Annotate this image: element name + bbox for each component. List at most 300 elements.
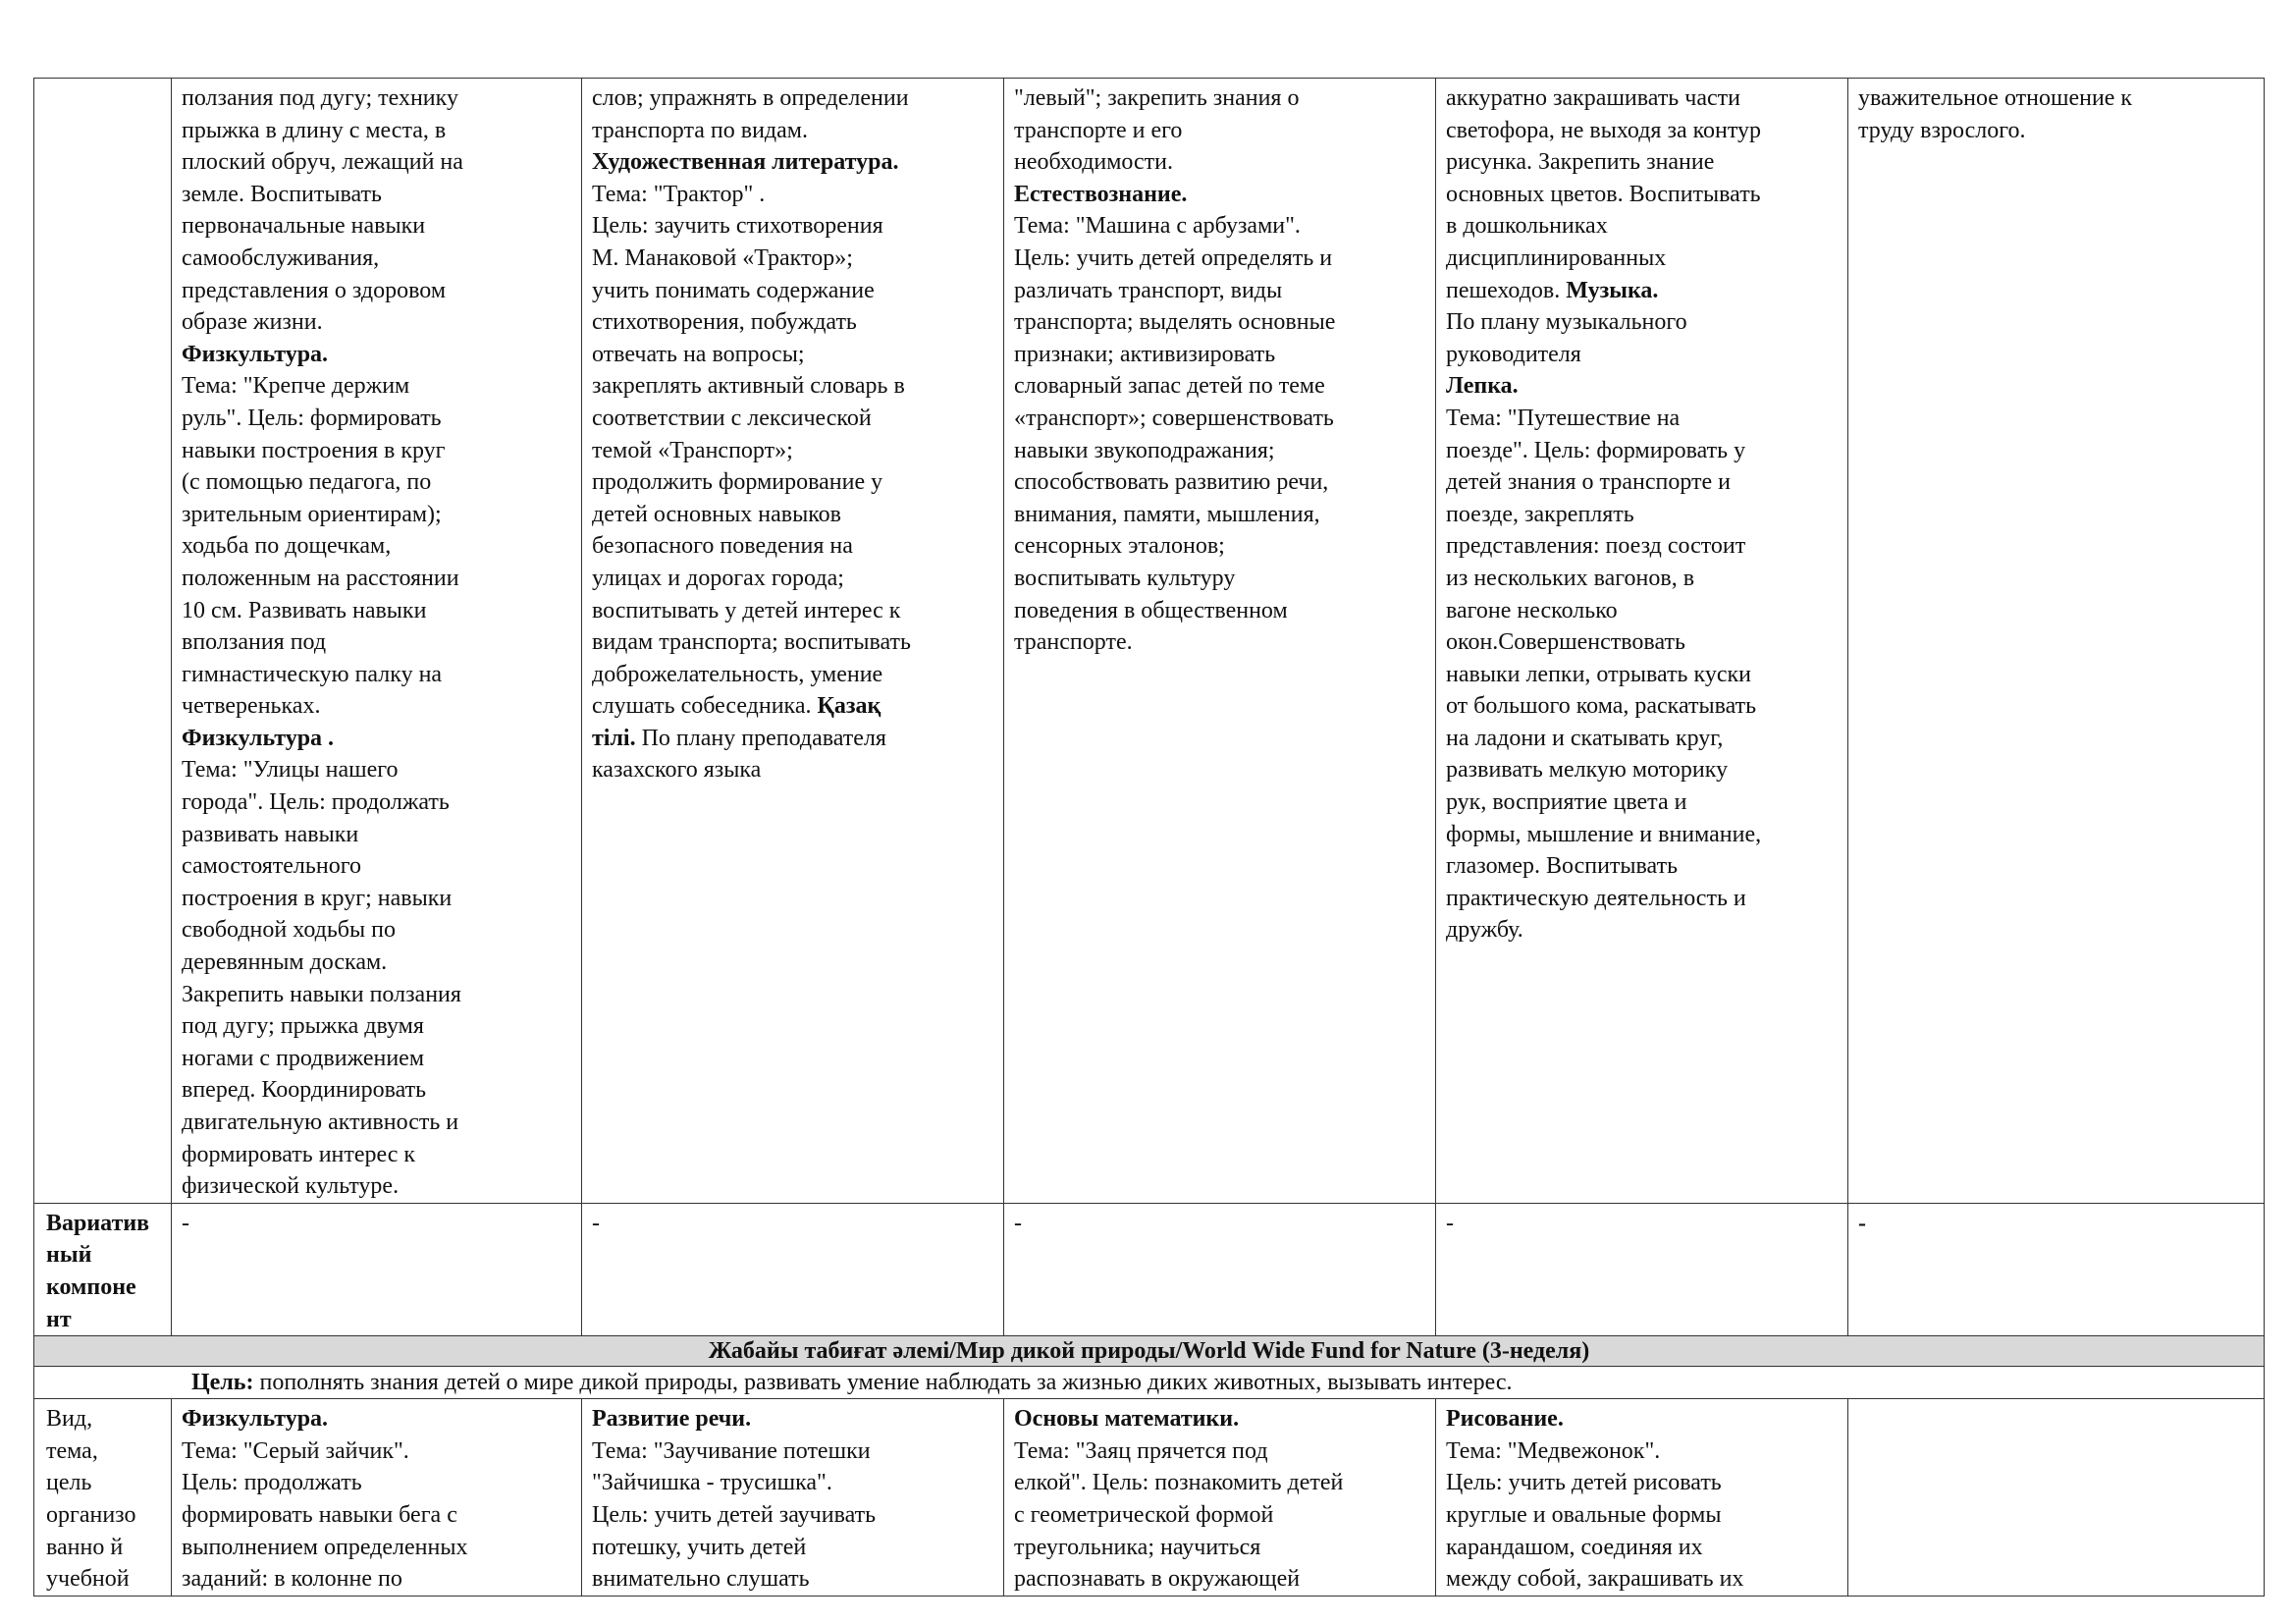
body-text: воспитывать культуру xyxy=(1014,565,1236,591)
body-text: соответствии с лексической xyxy=(592,405,872,431)
cell-text-line xyxy=(592,306,993,339)
cell-text-line xyxy=(592,339,993,371)
body-text: Закрепить навыки ползания xyxy=(182,981,461,1007)
cell-text-line xyxy=(1014,146,1425,179)
body-text: поведения в общественном xyxy=(1014,597,1288,623)
cell-text-line xyxy=(1858,82,2254,115)
cell-text-line xyxy=(182,914,571,947)
dash-text: - xyxy=(592,1210,600,1236)
body-text: навыки построения в круг xyxy=(182,437,446,463)
cell-text-line xyxy=(182,1139,571,1171)
cell-variative-4 xyxy=(1436,1203,1848,1335)
subject-heading: тілі. xyxy=(592,725,636,751)
body-text: развивать навыки xyxy=(182,821,359,847)
body-text: детей основных навыков xyxy=(592,501,841,527)
body-text: физической культуре. xyxy=(182,1173,400,1200)
cell-wednesday xyxy=(1004,79,1436,1204)
body-text: навыки звукоподражания; xyxy=(1014,437,1275,463)
body-text: положенным на расстоянии xyxy=(182,565,459,591)
cell-text-line xyxy=(182,1532,571,1564)
body-text: поезде". Цель: формировать у xyxy=(1446,437,1746,463)
dash-text: - xyxy=(1858,1210,1866,1236)
cell-text-line xyxy=(182,306,571,339)
body-text: признаки; активизировать xyxy=(1014,341,1276,367)
body-text: навыки лепки, отрывать куски xyxy=(1446,661,1751,687)
body-text: самостоятельного xyxy=(182,853,361,880)
cell-text-line xyxy=(592,723,993,755)
cell-text-line xyxy=(182,115,571,147)
cell-text-line xyxy=(1446,786,1838,819)
cell-text-line xyxy=(182,1435,571,1468)
cell-text-line xyxy=(182,850,571,883)
body-text: необходимости. xyxy=(1014,149,1174,176)
cell-text-line xyxy=(1014,306,1425,339)
body-text: продолжить формирование у xyxy=(592,469,883,496)
body-text: Тема: "Серый зайчик". xyxy=(182,1437,409,1464)
body-text: дисциплинированных xyxy=(1446,244,1667,271)
cell-text-line xyxy=(592,82,993,115)
cell-thursday xyxy=(1436,79,1848,1204)
body-text: земле. Воспитывать xyxy=(182,181,382,207)
cell-text-line xyxy=(1446,306,1838,339)
cell-text-line xyxy=(1446,1563,1838,1596)
table-row-goal xyxy=(34,1367,2265,1399)
body-text: выполнением определенных xyxy=(182,1534,468,1560)
cell-friday xyxy=(1848,79,2265,1204)
cell-text-line xyxy=(1446,1532,1838,1564)
body-text: окон.Совершенствовать xyxy=(1446,629,1685,656)
cell-text-line xyxy=(1014,1435,1425,1468)
cell-text-line xyxy=(1446,403,1838,435)
body-text: развивать мелкую моторику xyxy=(1446,757,1729,784)
subject-heading: Физкультура . xyxy=(182,725,335,751)
cell-text-line xyxy=(1014,1532,1425,1564)
cell-text-line xyxy=(182,530,571,563)
cell-text-line xyxy=(1446,626,1838,659)
cell-text-line xyxy=(1014,1499,1425,1532)
body-text: поезде, закреплять xyxy=(1446,501,1634,527)
body-text: основных цветов. Воспитывать xyxy=(1446,181,1761,207)
cell-text-line xyxy=(182,786,571,819)
cell-text-line xyxy=(592,275,993,307)
label-line: нт xyxy=(46,1306,72,1332)
cell-text-line xyxy=(592,530,993,563)
table-row-week-heading xyxy=(34,1336,2265,1367)
body-text: светофора, не выходя за контур xyxy=(1446,117,1762,143)
cell-text-line xyxy=(182,1043,571,1075)
label-line: организо xyxy=(46,1501,136,1528)
cell-text-line xyxy=(1014,339,1425,371)
body-text: глазомер. Воспитывать xyxy=(1446,853,1679,880)
body-text: первоначальные навыки xyxy=(182,213,426,240)
body-text: Тема: "Улицы нашего xyxy=(182,757,399,784)
cell-text-line xyxy=(592,499,993,531)
cell-text-line xyxy=(182,1499,571,1532)
body-text: карандашом, соединяя их xyxy=(1446,1534,1703,1560)
cell-text-line xyxy=(1446,850,1838,883)
cell-text-line xyxy=(592,690,993,723)
cell-text-line xyxy=(1014,115,1425,147)
body-text: аккуратно закрашивать части xyxy=(1446,85,1740,111)
cell-text-line xyxy=(1014,243,1425,275)
cell-text-line xyxy=(592,1563,993,1596)
label-line: цель xyxy=(46,1470,92,1496)
table-row-activities-continued xyxy=(34,79,2265,1204)
subject-heading: Естествознание. xyxy=(1014,181,1188,207)
body-text: построения в круг; навыки xyxy=(182,885,453,911)
body-text: Цель: продолжать xyxy=(182,1470,362,1496)
cell-variative-5 xyxy=(1848,1203,2265,1335)
table-row-organized-activity xyxy=(34,1399,2265,1597)
cell-text-line xyxy=(182,1107,571,1139)
cell-text-line xyxy=(1446,1467,1838,1499)
body-text: круглые и овальные формы xyxy=(1446,1501,1722,1528)
cell-text-line xyxy=(1446,754,1838,786)
body-text: слушать собеседника. xyxy=(592,693,812,720)
body-text: безопасного поведения на xyxy=(592,533,853,560)
row-label-cell-empty xyxy=(34,79,172,1204)
cell-variative-3 xyxy=(1004,1203,1436,1335)
label-line: Вид, xyxy=(46,1406,93,1433)
body-text: формы, мышление и внимание, xyxy=(1446,821,1762,847)
week-heading: Жабайы табиғат әлемі/Мир дикой природы/World Wide Fund for Nature (3-неделя) xyxy=(34,1336,2265,1367)
cell-text-line xyxy=(592,563,993,595)
cell-text-line xyxy=(182,626,571,659)
body-text: видам транспорта; воспитывать xyxy=(592,629,911,656)
body-text: в дошкольниках xyxy=(1446,213,1608,240)
cell-text-line xyxy=(592,115,993,147)
cell-text-line xyxy=(1014,1403,1425,1435)
cell-text-line xyxy=(1014,210,1425,243)
cell-text-line xyxy=(1014,595,1425,627)
cell-text-line xyxy=(182,690,571,723)
cell-text-line xyxy=(592,1403,993,1435)
body-text: образе жизни. xyxy=(182,309,323,336)
cell-text-line xyxy=(182,1010,571,1043)
cell-text-line xyxy=(182,819,571,851)
dash-text: - xyxy=(1446,1210,1454,1236)
cell-text-line xyxy=(182,210,571,243)
body-text: прыжка в длину с места, в xyxy=(182,117,447,143)
cell-text-line xyxy=(1446,883,1838,915)
week-goal xyxy=(34,1367,2265,1399)
body-text: закреплять активный словарь в xyxy=(592,373,905,400)
body-text: свободной ходьбы по xyxy=(182,917,396,944)
cell-text-line xyxy=(1446,723,1838,755)
lesson-plan-table xyxy=(33,78,2265,1597)
body-text: (с помощью педагога, по xyxy=(182,469,432,496)
cell-text-line xyxy=(592,659,993,691)
body-text: вползания под xyxy=(182,629,327,656)
cell-text-line xyxy=(592,466,993,499)
body-text: от большого кома, раскатывать xyxy=(1446,693,1757,720)
label-line: ный xyxy=(46,1242,92,1269)
cell-text-line xyxy=(182,499,571,531)
cell-text-line xyxy=(592,1532,993,1564)
cell-text-line xyxy=(1446,82,1838,115)
body-text: отвечать на вопросы; xyxy=(592,341,805,367)
cell-text-line xyxy=(592,626,993,659)
body-text: Тема: "Медвежонок". xyxy=(1446,1437,1661,1464)
body-text: детей знания о транспорте и xyxy=(1446,469,1731,496)
body-text: вагоне несколько xyxy=(1446,597,1618,623)
dash-text: - xyxy=(182,1210,189,1236)
cell-variative-1 xyxy=(172,1203,582,1335)
cell-text-line xyxy=(182,1074,571,1107)
body-text: дружбу. xyxy=(1446,917,1523,944)
cell-text-line xyxy=(182,370,571,403)
cell-text-line xyxy=(1446,435,1838,467)
body-text: рук, восприятие цвета и xyxy=(1446,789,1687,816)
body-text: треугольника; научиться xyxy=(1014,1534,1261,1560)
body-text: доброжелательность, умение xyxy=(592,661,883,687)
cell-text-line xyxy=(182,883,571,915)
body-text: По плану преподавателя xyxy=(635,725,886,751)
body-text: Тема: "Заяц прячется под xyxy=(1014,1437,1268,1464)
body-text: вперед. Координировать xyxy=(182,1077,427,1104)
cell-text-line xyxy=(182,179,571,211)
cell-text-line xyxy=(182,947,571,979)
body-text: «транспорт»; совершенствовать xyxy=(1014,405,1334,431)
cell-text-line xyxy=(1858,115,2254,147)
body-text: сенсорных эталонов; xyxy=(1014,533,1225,560)
body-text: двигательную активность и xyxy=(182,1110,459,1135)
cell-text-line xyxy=(1446,659,1838,691)
body-text: рисунка. Закрепить знание xyxy=(1446,149,1715,176)
body-text: самообслуживания, xyxy=(182,244,380,271)
goal-text: пополнять знания детей о мире дикой природы, развивать умение наблюдать за жизнью диких животных, вызывать интерес. xyxy=(253,1370,1513,1396)
cell-text-line xyxy=(1446,115,1838,147)
body-text: Цель: заучить стихотворения xyxy=(592,213,883,240)
body-text: Цель: учить детей определять и xyxy=(1014,244,1333,271)
subject-heading: Қазақ xyxy=(811,693,881,720)
body-text: заданий: в колонне по xyxy=(182,1566,402,1593)
cell-text-line xyxy=(592,403,993,435)
cell-text-line xyxy=(592,1435,993,1468)
cell-text-line xyxy=(1446,563,1838,595)
row-label-variative xyxy=(34,1203,172,1335)
body-text: четвереньках. xyxy=(182,693,321,720)
cell-monday-week3 xyxy=(172,1399,582,1597)
cell-text-line xyxy=(1014,179,1425,211)
body-text: транспорте и его xyxy=(1014,117,1183,143)
cell-text-line xyxy=(1446,370,1838,403)
body-text: гимнастическую палку на xyxy=(182,661,443,687)
subject-heading: Лепка. xyxy=(1446,373,1519,400)
label-line: Вариатив xyxy=(46,1210,150,1236)
body-text: плоский обруч, лежащий на xyxy=(182,149,463,176)
cell-text-line xyxy=(1446,146,1838,179)
body-text: улицах и дорогах города; xyxy=(592,565,844,591)
cell-text-line xyxy=(592,370,993,403)
body-text: ногами с продвижением xyxy=(182,1045,425,1071)
body-text: темой «Транспорт»; xyxy=(592,437,793,463)
cell-text-line xyxy=(182,82,571,115)
cell-text-line xyxy=(592,1499,993,1532)
cell-text-line xyxy=(1446,243,1838,275)
cell-text-line xyxy=(1446,275,1838,307)
goal-label: Цель: xyxy=(191,1370,254,1396)
cell-text-line xyxy=(182,754,571,786)
body-text: различать транспорт, виды xyxy=(1014,277,1283,303)
body-text: деревянным доскам. xyxy=(182,949,388,976)
cell-text-line xyxy=(1446,1435,1838,1468)
body-text: стихотворения, побуждать xyxy=(592,309,857,336)
plan-sheet xyxy=(33,78,2264,1597)
cell-text-line xyxy=(182,243,571,275)
body-text: с геометрической формой xyxy=(1014,1501,1274,1528)
subject-heading: Музыка. xyxy=(1560,277,1659,303)
table-row-variative xyxy=(34,1203,2265,1335)
cell-text-line xyxy=(1446,530,1838,563)
cell-text-line xyxy=(1446,210,1838,243)
cell-text-line xyxy=(1446,499,1838,531)
body-text: Цель: учить детей заучивать xyxy=(592,1501,877,1528)
label-line: ванно й xyxy=(46,1534,124,1560)
cell-text-line xyxy=(1014,563,1425,595)
subject-heading: Развитие речи. xyxy=(592,1406,752,1433)
subject-heading: Физкультура. xyxy=(182,1406,329,1433)
cell-text-line xyxy=(182,1563,571,1596)
body-text: 10 см. Развивать навыки xyxy=(182,597,427,623)
body-text: словарный запас детей по теме xyxy=(1014,373,1325,400)
body-text: труду взрослого. xyxy=(1858,117,2026,143)
body-text: зрительным ориентирам); xyxy=(182,501,442,527)
cell-text-line xyxy=(182,563,571,595)
cell-thursday-week3 xyxy=(1436,1399,1848,1597)
body-text: М. Манаковой «Трактор»; xyxy=(592,244,853,271)
cell-monday xyxy=(172,79,582,1204)
body-text: внимания, памяти, мышления, xyxy=(1014,501,1320,527)
cell-text-line xyxy=(1014,1467,1425,1499)
body-text: Тема: "Заучивание потешки xyxy=(592,1437,871,1464)
subject-heading: Основы математики. xyxy=(1014,1406,1240,1433)
cell-text-line xyxy=(592,210,993,243)
subject-heading: Физкультура. xyxy=(182,341,329,367)
cell-text-line xyxy=(182,723,571,755)
cell-text-line xyxy=(182,979,571,1011)
cell-friday-week3 xyxy=(1848,1399,2265,1597)
cell-text-line xyxy=(1014,275,1425,307)
cell-tuesday-week3 xyxy=(582,1399,1004,1597)
body-text: на ладони и скатывать круг, xyxy=(1446,725,1724,751)
cell-text-line xyxy=(182,1467,571,1499)
cell-text-line xyxy=(1446,339,1838,371)
body-text: транспорта по видам. xyxy=(592,117,808,143)
body-text: руль". Цель: формировать xyxy=(182,405,442,431)
body-text: распознавать в окружающей xyxy=(1014,1566,1301,1593)
body-text: Тема: "Путешествие на xyxy=(1446,405,1681,431)
body-text: способствовать развитию речи, xyxy=(1014,469,1329,496)
cell-text-line xyxy=(592,146,993,179)
body-text: елкой". Цель: познакомить детей xyxy=(1014,1470,1344,1496)
cell-text-line xyxy=(1446,466,1838,499)
cell-text-line xyxy=(182,1403,571,1435)
label-line: учебной xyxy=(46,1566,130,1593)
label-line: компоне xyxy=(46,1273,136,1300)
body-text: По плану музыкального xyxy=(1446,309,1687,336)
cell-text-line xyxy=(1446,179,1838,211)
body-text: казахского языка xyxy=(592,757,762,784)
body-text: практическую деятельность и xyxy=(1446,885,1746,911)
cell-text-line xyxy=(1014,626,1425,659)
body-text: транспорте. xyxy=(1014,629,1133,656)
cell-text-line xyxy=(1446,1403,1838,1435)
cell-text-line xyxy=(182,659,571,691)
body-text: уважительное отношение к xyxy=(1858,85,2133,111)
body-text: потешку, учить детей xyxy=(592,1534,807,1560)
body-text: учить понимать содержание xyxy=(592,277,875,303)
subject-heading: Художественная литература. xyxy=(592,149,899,176)
cell-text-line xyxy=(592,435,993,467)
cell-text-line xyxy=(1014,1563,1425,1596)
cell-text-line xyxy=(1446,595,1838,627)
body-text: слов; упражнять в определении xyxy=(592,85,909,111)
cell-text-line xyxy=(1014,466,1425,499)
body-text: Цель: учить детей рисовать xyxy=(1446,1470,1722,1496)
body-text: "Зайчишка - трусишка". xyxy=(592,1470,832,1496)
cell-text-line xyxy=(1014,370,1425,403)
body-text: города". Цель: продолжать xyxy=(182,789,450,816)
cell-text-line xyxy=(1446,690,1838,723)
body-text: транспорта; выделять основные xyxy=(1014,309,1336,336)
subject-heading: Рисование. xyxy=(1446,1406,1564,1433)
body-text: ходьба по дощечкам, xyxy=(182,533,392,560)
cell-text-line xyxy=(182,595,571,627)
cell-text-line xyxy=(1014,82,1425,115)
label-line: тема, xyxy=(46,1437,98,1464)
body-text: Тема: "Трактор" . xyxy=(592,181,766,207)
body-text: представления: поезд состоит xyxy=(1446,533,1746,560)
cell-tuesday xyxy=(582,79,1004,1204)
cell-text-line xyxy=(182,403,571,435)
cell-variative-2 xyxy=(582,1203,1004,1335)
cell-text-line xyxy=(1014,530,1425,563)
body-text: формировать навыки бега с xyxy=(182,1501,457,1528)
cell-text-line xyxy=(592,243,993,275)
cell-text-line xyxy=(592,179,993,211)
cell-text-line xyxy=(1014,435,1425,467)
row-label-activity-type xyxy=(34,1399,172,1597)
body-text: Тема: "Машина с арбузами". xyxy=(1014,213,1301,240)
body-text: "левый"; закрепить знания о xyxy=(1014,85,1300,111)
cell-text-line xyxy=(182,435,571,467)
cell-text-line xyxy=(592,595,993,627)
body-text: представления о здоровом xyxy=(182,277,447,303)
body-text: руководителя xyxy=(1446,341,1581,367)
cell-text-line xyxy=(592,1467,993,1499)
body-text: ползания под дугу; технику xyxy=(182,85,458,111)
dash-text: - xyxy=(1014,1210,1022,1236)
body-text: между собой, закрашивать их xyxy=(1446,1566,1744,1593)
body-text: воспитывать у детей интерес к xyxy=(592,597,901,623)
cell-text-line xyxy=(1446,1499,1838,1532)
body-text: внимательно слушать xyxy=(592,1566,810,1593)
cell-text-line xyxy=(1446,914,1838,947)
cell-text-line xyxy=(1014,403,1425,435)
cell-text-line xyxy=(182,146,571,179)
body-text: формировать интерес к xyxy=(182,1141,416,1167)
body-text: под дугу; прыжка двумя xyxy=(182,1013,424,1040)
cell-wednesday-week3 xyxy=(1004,1399,1436,1597)
cell-text-line xyxy=(1446,819,1838,851)
cell-text-line xyxy=(182,275,571,307)
cell-text-line xyxy=(1014,499,1425,531)
cell-text-line xyxy=(592,754,993,786)
cell-text-line xyxy=(182,339,571,371)
cell-text-line xyxy=(182,466,571,499)
body-text: из нескольких вагонов, в xyxy=(1446,565,1695,591)
